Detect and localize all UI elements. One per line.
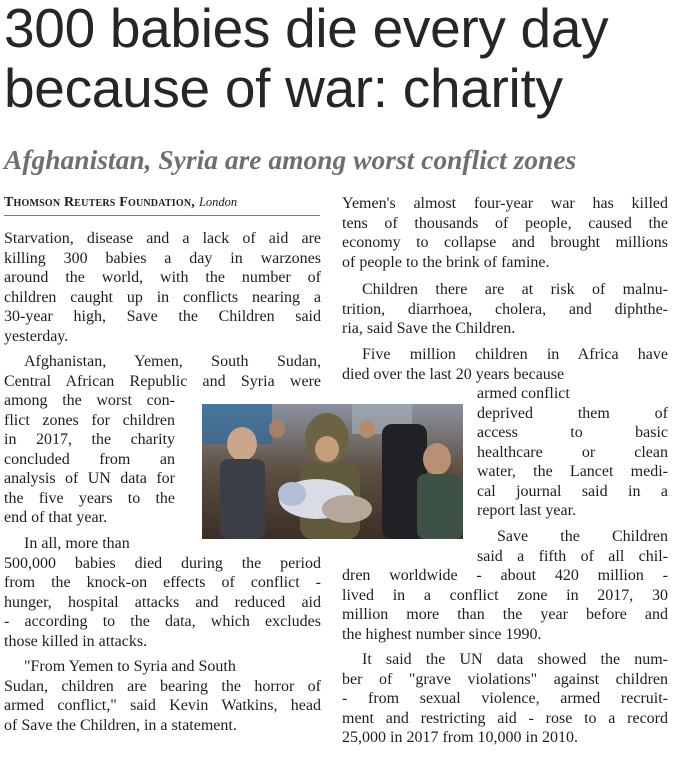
- byline: [4, 193, 320, 216]
- left-column-text-line: Central African Republic and Syria were: [4, 372, 321, 390]
- right-column-text-line: Save the Children: [497, 528, 668, 545]
- right-column-text-line: armed conflict: [477, 385, 570, 402]
- left-column-text-line: from the knock-on effects of conflict -: [4, 574, 321, 591]
- article-photo: [202, 404, 463, 539]
- left-column-text-line: in 2017, the charity: [4, 431, 175, 448]
- right-column-text-line: lived in a conflict zone in 2017, 30: [342, 586, 668, 604]
- left-column-text-line: Sudan, children are bearing the horror of: [4, 677, 321, 695]
- left-column-text-line: Afghanistan, Yemen, South Sudan,: [24, 353, 321, 370]
- left-column-text-line: 30-year high, Save the Children said: [4, 308, 321, 325]
- left-column-text-line: armed conflict," said Kevin Watkins, head: [4, 697, 321, 714]
- left-column-text-line: end of that year.: [4, 509, 108, 526]
- right-column-text-line: report last year.: [477, 502, 577, 519]
- photo-icon: [202, 404, 463, 539]
- left-column-text-line: flict zones for children: [4, 411, 175, 429]
- right-column-text-line: water, the Lancet medi-: [477, 463, 668, 480]
- left-column-text-line: Starvation, disease and a lack of aid are: [4, 230, 321, 247]
- left-column-text-line: those killed in attacks.: [4, 632, 148, 650]
- byline-location: London: [198, 195, 238, 209]
- headline: [4, 0, 674, 118]
- right-column-text-line: trition, diarrhoea, cholera, and diphthe-: [342, 300, 668, 318]
- left-column-text-line: yesterday.: [4, 327, 69, 345]
- right-column-text-line: the highest number since 1990.: [342, 625, 542, 643]
- right-column-text-line: of people to the brink of famine.: [342, 253, 550, 271]
- right-column-text-line: ria, said Save the Children.: [342, 320, 516, 337]
- right-column-text-line: deprived them of: [477, 404, 668, 422]
- right-column-text-line: access to basic: [477, 424, 668, 441]
- byline-source: Thomson Reuters Foundation,: [4, 195, 195, 210]
- left-column-text-line: among the worst con-: [4, 392, 175, 409]
- right-column-text-line: Children there are at risk of malnu-: [362, 281, 668, 298]
- right-column-text-line: economy to collapse and brought millions: [342, 234, 668, 251]
- headline-line-2: because of war: charity: [4, 57, 563, 119]
- left-column-text-line: 500,000 babies died during the period: [4, 554, 321, 572]
- right-column-text-line: ment and restricting aid - rose to a record: [342, 709, 668, 727]
- left-column-text-line: around the world, with the number of: [4, 269, 321, 286]
- right-column-text-line: dren worldwide - about 420 million -: [342, 567, 668, 584]
- right-column-text-line: million more than the year before and: [342, 606, 668, 623]
- right-column-text-line: Yemen's almost four-year war has killed: [342, 195, 668, 212]
- left-column-text-line: killing 300 babies a day in warzones: [4, 249, 321, 267]
- right-column-text-line: said a fifth of all chil-: [477, 547, 668, 565]
- left-column-text-line: the five years to the: [4, 489, 175, 507]
- subheadline: Afghanistan, Syria are among worst conflict zones: [4, 144, 577, 175]
- left-column-text-line: children caught up in conflicts nearing a: [4, 288, 321, 306]
- right-column-text-line: It said the UN data showed the num-: [362, 651, 668, 668]
- right-column-text-line: tens of thousands of people, caused the: [342, 214, 668, 232]
- right-column-text-line: died over the last 20 years because: [342, 365, 565, 383]
- left-column-text-line: of Save the Children, in a statement.: [4, 716, 237, 734]
- right-column-text-line: Five million children in Africa have: [362, 346, 668, 363]
- right-column-text-line: 25,000 in 2017 from 10,000 in 2010.: [342, 729, 578, 746]
- left-column-text-line: - according to the data, which excludes: [4, 613, 321, 630]
- left-column-text-line: In all, more than: [24, 535, 130, 552]
- right-column-text-line: - from sexual violence, armed recruit-: [342, 690, 668, 707]
- right-column-text-line: cal journal said in a: [477, 482, 668, 500]
- left-column-text-line: hunger, hospital attacks and reduced aid: [4, 593, 321, 611]
- headline-line-1: 300 babies die every day: [4, 0, 609, 59]
- left-column-text-line: "From Yemen to Syria and South: [24, 658, 236, 675]
- right-column-text-line: healthcare or clean: [477, 443, 668, 461]
- left-column-text-line: concluded from an: [4, 450, 175, 468]
- left-column-text-line: analysis of UN data for: [4, 470, 175, 487]
- right-column-text-line: ber of "grave violations" against children: [342, 670, 668, 688]
